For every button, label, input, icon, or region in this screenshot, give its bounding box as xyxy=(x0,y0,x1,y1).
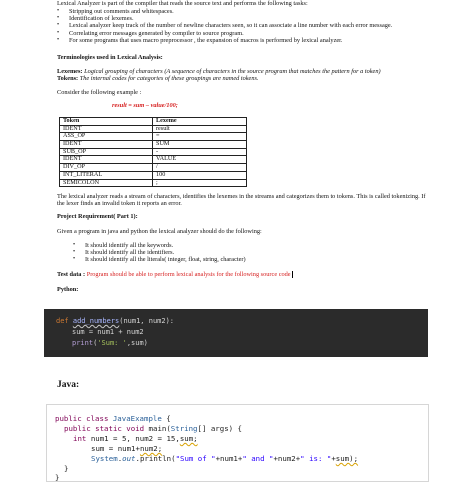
code-token: sum); xyxy=(335,454,359,463)
print-string: 'Sum: ' xyxy=(97,339,127,347)
test-data-text: Program should be able to perform lexical analysis for the following source code xyxy=(86,271,291,278)
java-string: "Sum of " xyxy=(175,454,216,463)
java-keyword: public static void xyxy=(64,424,145,433)
lexeme-cell: SUM xyxy=(153,141,247,149)
tokens-text: The internal codes for categories of these groupings are named tokens. xyxy=(79,75,259,82)
lexeme-cell: ; xyxy=(153,179,247,187)
explanation-line: The lexical analyzer reads a stream of characters, identifies the lexemes in the streams and categorizes them to tokens. This is called tokenizing. If xyxy=(57,193,426,200)
code-line xyxy=(91,444,162,454)
code-line xyxy=(72,339,148,348)
java-string: " is: " xyxy=(300,454,332,463)
tokens-label: Tokens: xyxy=(57,75,79,82)
table-row xyxy=(60,125,247,133)
python-code-block xyxy=(44,309,428,357)
lexemes-text: Logical grouping of characters (A sequence of characters in the source program that matches the pattern for a token) xyxy=(84,68,381,75)
lexeme-cell: / xyxy=(153,164,247,172)
token-cell: IDENT xyxy=(60,156,153,164)
code-token: +num1+ xyxy=(215,454,243,463)
code-token: .println( xyxy=(135,454,176,463)
header-lexeme: Lexeme xyxy=(153,118,247,126)
java-code-block xyxy=(46,404,429,482)
token-cell: SEMICOLON xyxy=(60,179,153,187)
print-close: ,sum) xyxy=(126,339,148,347)
code-line: } xyxy=(55,473,60,482)
project-heading: Project Requirement( Part 1): xyxy=(57,213,138,220)
code-line xyxy=(73,434,198,444)
header-token: Token xyxy=(60,118,153,126)
code-token: sum = num1+ xyxy=(91,444,140,453)
intro-text: Lexical Analyzer is part of the compiler that reads the source text and performs the following tasks: xyxy=(57,0,308,7)
code-token: { xyxy=(166,414,171,423)
requirement-item: • It should identify all the identifiers. xyxy=(85,249,246,256)
python-heading: Python: xyxy=(57,286,79,293)
code-line xyxy=(55,414,171,424)
java-type: String xyxy=(170,424,198,433)
test-data-line xyxy=(57,271,292,279)
code-token: [] args) { xyxy=(197,424,242,433)
task-item: • Identification of lexemes. xyxy=(69,15,392,22)
function-name: add_numbers xyxy=(72,317,120,325)
table-row xyxy=(60,141,247,149)
token-table xyxy=(59,117,247,187)
java-heading: Java: xyxy=(57,380,80,390)
table-row xyxy=(60,179,247,187)
code-token: + xyxy=(331,454,336,463)
token-cell: INT_LITERAL xyxy=(60,171,153,179)
task-item: • Lexical analyzer keep track of the number of newline characters seen, so it can associate a line number with each error message. xyxy=(69,22,392,29)
task-list xyxy=(69,8,392,44)
token-cell: IDENT xyxy=(60,125,153,133)
example-intro: Consider the following example : xyxy=(57,89,142,96)
code-token: num2; xyxy=(139,444,163,453)
requirement-item: • It should identify all the keywords. xyxy=(85,242,246,249)
java-class-name: JavaExample xyxy=(112,414,162,423)
terminology-heading: Terminologies used in Lexical Analysis: xyxy=(57,54,163,61)
token-cell: DIV_OP xyxy=(60,164,153,172)
code-token: num1 = 5, num2 = 15, xyxy=(90,434,180,443)
task-item: • Correlating error messages generated by compiler to source program. xyxy=(69,30,392,37)
java-string: " and " xyxy=(242,454,274,463)
table-row xyxy=(60,133,247,141)
code-line xyxy=(91,454,358,464)
explanation-line: the lexer finds an invalid token it reports an error. xyxy=(57,200,182,207)
java-class-name: System xyxy=(91,454,118,463)
table-row xyxy=(60,156,247,164)
table-row xyxy=(60,148,247,156)
example-expression: result = sum – value/100; xyxy=(112,102,178,109)
code-line xyxy=(56,317,174,326)
text-cursor xyxy=(292,271,293,278)
tokens-definition xyxy=(57,75,259,83)
task-item: • For some programs that uses macro preprocessor , the expansion of macros is performed by lexical analyzer. xyxy=(69,37,392,44)
task-item: • Stripping out comments and whitespaces. xyxy=(69,8,392,15)
code-token: sum; xyxy=(179,434,198,443)
lexemes-label: Lexemes: xyxy=(57,68,83,75)
token-cell: ASS_OP xyxy=(60,133,153,141)
code-token: main( xyxy=(148,424,171,433)
table-header-row xyxy=(60,118,247,126)
lexeme-cell: - xyxy=(153,148,247,156)
java-keyword: public class xyxy=(55,414,109,423)
code-token: . xyxy=(117,454,123,463)
lexeme-cell: 100 xyxy=(153,171,247,179)
keyword-def: def xyxy=(56,317,69,325)
print-function: print xyxy=(72,339,94,347)
params: (num1, num2): xyxy=(119,317,175,325)
code-line: sum = num1 + num2 xyxy=(72,328,144,336)
code-line xyxy=(64,424,242,434)
code-line: } xyxy=(64,464,69,473)
code-token: +num2+ xyxy=(273,454,301,463)
table-row xyxy=(60,171,247,179)
java-keyword: int xyxy=(73,434,87,443)
requirement-item: • It should identify all the literals( integer, float, string, character) xyxy=(85,256,246,263)
lexeme-cell: = xyxy=(153,133,247,141)
code-token: out xyxy=(122,454,136,463)
requirement-list xyxy=(85,242,246,264)
project-intro: Given a program in java and python the lexical analyzer should do the following: xyxy=(57,228,262,235)
lexeme-cell: VALUE xyxy=(153,156,247,164)
print-open: ( xyxy=(93,339,98,347)
token-cell: IDENT xyxy=(60,141,153,149)
token-cell: SUB_OP xyxy=(60,148,153,156)
test-data-label: Test data : xyxy=(57,271,86,278)
lexeme-cell: result xyxy=(153,125,247,133)
